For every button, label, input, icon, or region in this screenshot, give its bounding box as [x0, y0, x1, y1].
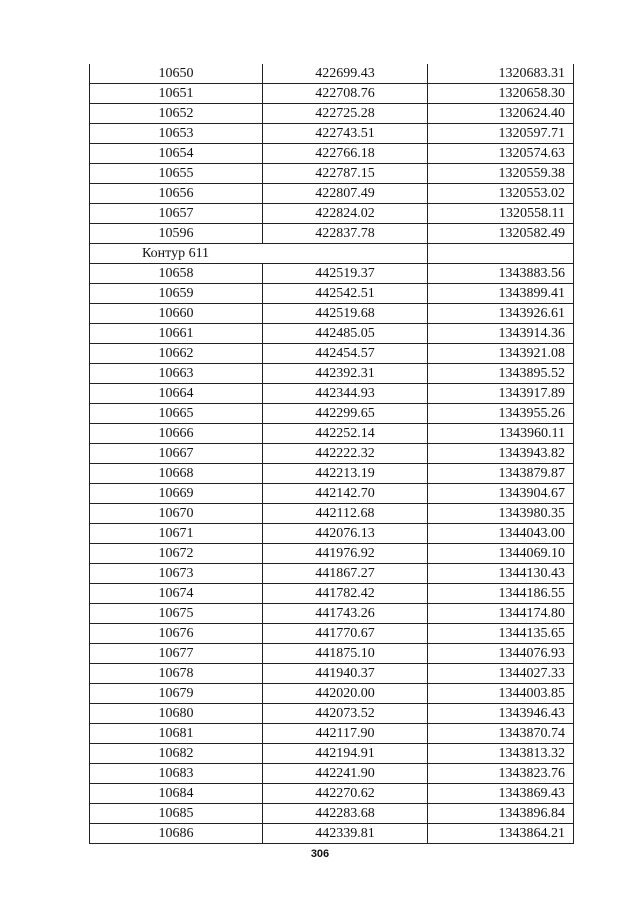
- coordinate-x: 441867.27: [263, 564, 428, 584]
- point-number: 10665: [90, 404, 263, 424]
- point-number: 10671: [90, 524, 263, 544]
- coordinate-y: 1344186.55: [428, 584, 574, 604]
- coordinate-y: 1320559.38: [428, 164, 574, 184]
- table-row: [90, 64, 574, 84]
- table-row: [90, 284, 574, 304]
- coordinate-x: 422743.51: [263, 124, 428, 144]
- table-row: [90, 264, 574, 284]
- coordinate-y: 1343904.67: [428, 484, 574, 504]
- table-row: [90, 684, 574, 704]
- point-number: 10682: [90, 744, 263, 764]
- coordinate-x: 422837.78: [263, 224, 428, 244]
- coordinate-y: 1343960.11: [428, 424, 574, 444]
- table-row: [90, 564, 574, 584]
- coordinate-x: 442270.62: [263, 784, 428, 804]
- table-row: [90, 724, 574, 744]
- table-row: [90, 704, 574, 724]
- point-number: 10661: [90, 324, 263, 344]
- coordinate-x: 442241.90: [263, 764, 428, 784]
- table-row: [90, 444, 574, 464]
- coordinate-y: 1320624.40: [428, 104, 574, 124]
- contour-label: Контур 611: [90, 244, 428, 264]
- coordinate-x: 422824.02: [263, 204, 428, 224]
- coordinate-y: 1320574.63: [428, 144, 574, 164]
- point-number: 10654: [90, 144, 263, 164]
- page-number: 306: [310, 848, 330, 860]
- point-number: 10652: [90, 104, 263, 124]
- coordinate-y: 1343921.08: [428, 344, 574, 364]
- coordinate-x: 442339.81: [263, 824, 428, 844]
- coordinate-x: 442213.19: [263, 464, 428, 484]
- coordinate-y: 1343864.21: [428, 824, 574, 844]
- table-row: [90, 524, 574, 544]
- coordinate-x: 422766.18: [263, 144, 428, 164]
- coordinate-y: 1344174.80: [428, 604, 574, 624]
- coordinate-y: 1343946.43: [428, 704, 574, 724]
- table-row: [90, 344, 574, 364]
- coordinate-x: 441743.26: [263, 604, 428, 624]
- coordinates-table-body: [90, 64, 574, 844]
- coordinate-y: 1344043.00: [428, 524, 574, 544]
- coordinate-y: 1344069.10: [428, 544, 574, 564]
- coordinate-y: 1320558.11: [428, 204, 574, 224]
- coordinate-x: 442252.14: [263, 424, 428, 444]
- coordinate-x: 422699.43: [263, 64, 428, 84]
- point-number: 10662: [90, 344, 263, 364]
- coordinate-x: 442073.52: [263, 704, 428, 724]
- point-number: 10674: [90, 584, 263, 604]
- empty-cell: [428, 244, 574, 264]
- point-number: 10659: [90, 284, 263, 304]
- table-row: [90, 384, 574, 404]
- coordinate-y: 1344130.43: [428, 564, 574, 584]
- table-row: [90, 764, 574, 784]
- coordinate-x: 441875.10: [263, 644, 428, 664]
- coordinate-y: 1344003.85: [428, 684, 574, 704]
- table-row: [90, 644, 574, 664]
- coordinate-y: 1320553.02: [428, 184, 574, 204]
- coordinate-y: 1343895.52: [428, 364, 574, 384]
- table-row: [90, 124, 574, 144]
- coordinate-x: 442142.70: [263, 484, 428, 504]
- point-number: 10677: [90, 644, 263, 664]
- point-number: 10655: [90, 164, 263, 184]
- coordinate-x: 442076.13: [263, 524, 428, 544]
- coordinate-x: 442112.68: [263, 504, 428, 524]
- table-row: [90, 584, 574, 604]
- coordinate-y: 1343917.89: [428, 384, 574, 404]
- coordinate-x: 442519.37: [263, 264, 428, 284]
- table-row: [90, 104, 574, 124]
- point-number: 10658: [90, 264, 263, 284]
- coordinate-y: 1344076.93: [428, 644, 574, 664]
- table-row: [90, 204, 574, 224]
- coordinate-x: 442299.65: [263, 404, 428, 424]
- coordinate-y: 1343870.74: [428, 724, 574, 744]
- coordinates-table: [89, 64, 574, 844]
- coordinate-x: 441782.42: [263, 584, 428, 604]
- coordinate-x: 442020.00: [263, 684, 428, 704]
- point-number: 10666: [90, 424, 263, 444]
- point-number: 10650: [90, 64, 263, 84]
- point-number: 10673: [90, 564, 263, 584]
- coordinate-x: 442485.05: [263, 324, 428, 344]
- coordinate-y: 1343926.61: [428, 304, 574, 324]
- table-row: [90, 304, 574, 324]
- coordinate-x: 442519.68: [263, 304, 428, 324]
- table-row: [90, 744, 574, 764]
- coordinate-y: 1320683.31: [428, 64, 574, 84]
- coordinate-x: 441770.67: [263, 624, 428, 644]
- point-number: 10684: [90, 784, 263, 804]
- point-number: 10683: [90, 764, 263, 784]
- point-number: 10664: [90, 384, 263, 404]
- point-number: 10660: [90, 304, 263, 324]
- point-number: 10685: [90, 804, 263, 824]
- table-row: [90, 324, 574, 344]
- coordinate-x: 442344.93: [263, 384, 428, 404]
- table-row: [90, 424, 574, 444]
- point-number: 10596: [90, 224, 263, 244]
- coordinate-y: 1343980.35: [428, 504, 574, 524]
- point-number: 10670: [90, 504, 263, 524]
- coordinate-y: 1343955.26: [428, 404, 574, 424]
- coordinate-y: 1343914.36: [428, 324, 574, 344]
- coordinate-x: 442454.57: [263, 344, 428, 364]
- coordinate-x: 442194.91: [263, 744, 428, 764]
- point-number: 10676: [90, 624, 263, 644]
- coordinate-y: 1343899.41: [428, 284, 574, 304]
- contour-header-row: [90, 244, 574, 264]
- point-number: 10656: [90, 184, 263, 204]
- table-row: [90, 604, 574, 624]
- coordinate-x: 422787.15: [263, 164, 428, 184]
- coordinate-y: 1320658.30: [428, 84, 574, 104]
- table-row: [90, 144, 574, 164]
- table-row: [90, 544, 574, 564]
- coordinate-x: 442542.51: [263, 284, 428, 304]
- table-row: [90, 464, 574, 484]
- coordinate-y: 1343943.82: [428, 444, 574, 464]
- point-number: 10678: [90, 664, 263, 684]
- coordinate-y: 1343823.76: [428, 764, 574, 784]
- table-row: [90, 624, 574, 644]
- coordinate-y: 1343879.87: [428, 464, 574, 484]
- coordinate-x: 442283.68: [263, 804, 428, 824]
- coordinate-x: 422708.76: [263, 84, 428, 104]
- table-row: [90, 404, 574, 424]
- table-row: [90, 824, 574, 844]
- point-number: 10679: [90, 684, 263, 704]
- point-number: 10651: [90, 84, 263, 104]
- table-row: [90, 484, 574, 504]
- coordinate-x: 422725.28: [263, 104, 428, 124]
- table-row: [90, 84, 574, 104]
- coordinate-x: 442222.32: [263, 444, 428, 464]
- point-number: 10681: [90, 724, 263, 744]
- point-number: 10653: [90, 124, 263, 144]
- table-row: [90, 664, 574, 684]
- table-row: [90, 224, 574, 244]
- point-number: 10657: [90, 204, 263, 224]
- coordinate-y: 1344135.65: [428, 624, 574, 644]
- point-number: 10686: [90, 824, 263, 844]
- coordinate-x: 422807.49: [263, 184, 428, 204]
- coordinate-y: 1343869.43: [428, 784, 574, 804]
- coordinate-y: 1320597.71: [428, 124, 574, 144]
- point-number: 10663: [90, 364, 263, 384]
- coordinate-y: 1343813.32: [428, 744, 574, 764]
- coordinate-y: 1343883.56: [428, 264, 574, 284]
- point-number: 10669: [90, 484, 263, 504]
- coordinate-x: 441940.37: [263, 664, 428, 684]
- point-number: 10675: [90, 604, 263, 624]
- table-row: [90, 804, 574, 824]
- coordinate-x: 442117.90: [263, 724, 428, 744]
- coordinate-x: 442392.31: [263, 364, 428, 384]
- point-number: 10680: [90, 704, 263, 724]
- table-row: [90, 164, 574, 184]
- table-row: [90, 504, 574, 524]
- coordinate-y: 1320582.49: [428, 224, 574, 244]
- table-row: [90, 184, 574, 204]
- point-number: 10667: [90, 444, 263, 464]
- table-row: [90, 784, 574, 804]
- point-number: 10668: [90, 464, 263, 484]
- coordinate-y: 1343896.84: [428, 804, 574, 824]
- coordinate-y: 1344027.33: [428, 664, 574, 684]
- point-number: 10672: [90, 544, 263, 564]
- table-row: [90, 364, 574, 384]
- coordinate-x: 441976.92: [263, 544, 428, 564]
